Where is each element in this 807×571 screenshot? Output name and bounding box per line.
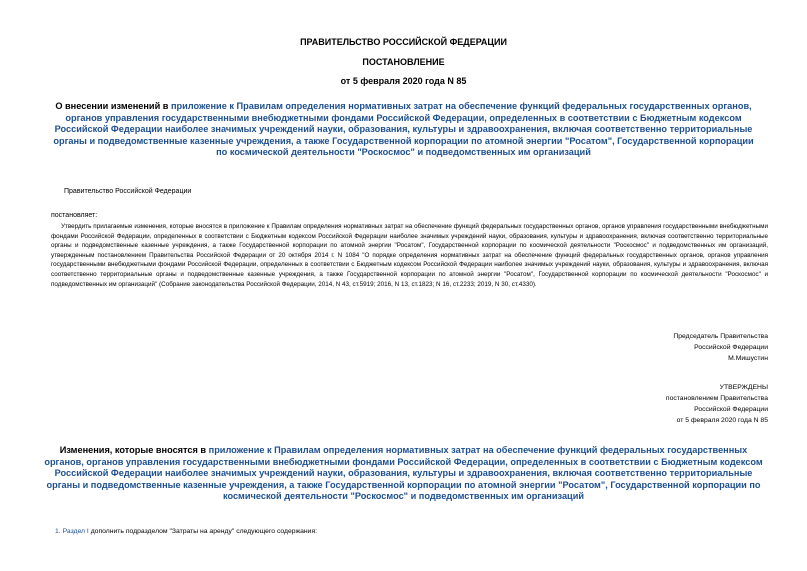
list-item [55, 528, 317, 535]
document-title-prefix: О внесении изменений в [55, 101, 171, 111]
resolution-paragraph: Утвердить прилагаемые изменения, которые вносятся в приложение к Правилам определения нормативных затрат на обеспечение функций федеральных государственных органов, органов управления государственными внебюджетными фондами Российской Федерации, определенных в соответствии с Бюджетным кодексом Российской Федерации наиболее значимых учреждений науки, образования, культуры и здравоохранения, включая соответственно территориальные органы и подведомственные казенные учреждения, а также Государственной корпорации по атомной энергии "Росатом", Государственной корпорации по космической деятельности "Роскосмос" и подведомственных им организаций, утвержденным постановлением Правительства Российской Федерации от 20 октября 2014 г. N 1084 "О порядке определения нормативных затрат на обеспечение функций федеральных государственных органов, органов управления государственными внебюджетными фондами Российской Федерации, определенных в соответствии с Бюджетным кодексом Российской Федерации наиболее значимых учреждений науки, образования, культуры и здравоохранения, включая соответственно территориальные органы и подведомственные казенные учреждения, а также Государственной корпорации по атомной энергии "Росатом", Государственной корпорации по космической деятельности "Роскосмос" и подведомственных им организаций" (Собрание законодательства Российской Федерации, 2014, N 43, ст.5919; 2016, N 13, ст.1823; N 16, ст.2233; 2019, N 30, ст.4330). [51, 223, 768, 288]
preamble-government: Правительство Российской Федерации [64, 188, 192, 195]
preamble-decides: постановляет: [51, 212, 98, 219]
approval-line-2: постановлением Правительства [665, 395, 768, 402]
document-title-link[interactable]: приложение к Правилам определения нормативных затрат на обеспечение функций федеральных государственных органов, органов управления государственными внебюджетными фондами Российской Федерации, определенных в соответствии с Бюджетным кодексом Российской Федерации наиболее значимых учреждений науки, образования, культуры и здравоохранения, включая соответственно территориальные органы и подведомственные казенные учреждения, а также Государственной корпорации по атомной энергии "Росатом", Государственной корпорации по космической деятельности "Роскосмос" и подведомственных им организаций [53, 101, 754, 157]
government-heading: ПРАВИТЕЛЬСТВО РОССИЙСКОЙ ФЕДЕРАЦИИ [300, 37, 507, 47]
changes-title-link[interactable]: приложение к Правилам определения нормативных затрат на обеспечение функций федеральных государственных органов, органов управления государственными внебюджетными фондами Российской Федерации, определенных в соответствии с Бюджетным кодексом Российской Федерации наиболее значимых учреждений науки, образования, культуры и здравоохранения, включая соответственно территориальные органы и подведомственные казенные учреждения, а также Государственной корпорации по атомной энергии "Росатом", Государственной корпорации по космической деятельности "Роскосмос" и подведомственных им организаций [44, 445, 763, 501]
approval-line-1: УТВЕРЖДЕНЫ [719, 384, 768, 391]
signature-block [673, 331, 768, 364]
item-text: дополнить подразделом "Затраты на аренду" следующего содержания: [88, 528, 318, 535]
document-type-heading: ПОСТАНОВЛЕНИЕ [362, 57, 445, 67]
signature-line-2: Российской Федерации [694, 344, 768, 351]
approval-line-4: от 5 февраля 2020 года N 85 [676, 417, 768, 424]
document-title [52, 101, 755, 159]
changes-title [42, 445, 765, 503]
approval-block [666, 382, 768, 426]
signature-line-1: Председатель Правительства [673, 333, 768, 340]
approval-line-3: Российской Федерации [694, 406, 768, 413]
changes-title-prefix: Изменения, которые вносятся в [59, 445, 209, 455]
signature-line-3: М.Мишустин [728, 355, 768, 362]
section-link[interactable]: Раздел I [62, 528, 89, 535]
item-number: 1. [55, 528, 63, 535]
document-date-number: от 5 февраля 2020 года N 85 [340, 76, 467, 86]
